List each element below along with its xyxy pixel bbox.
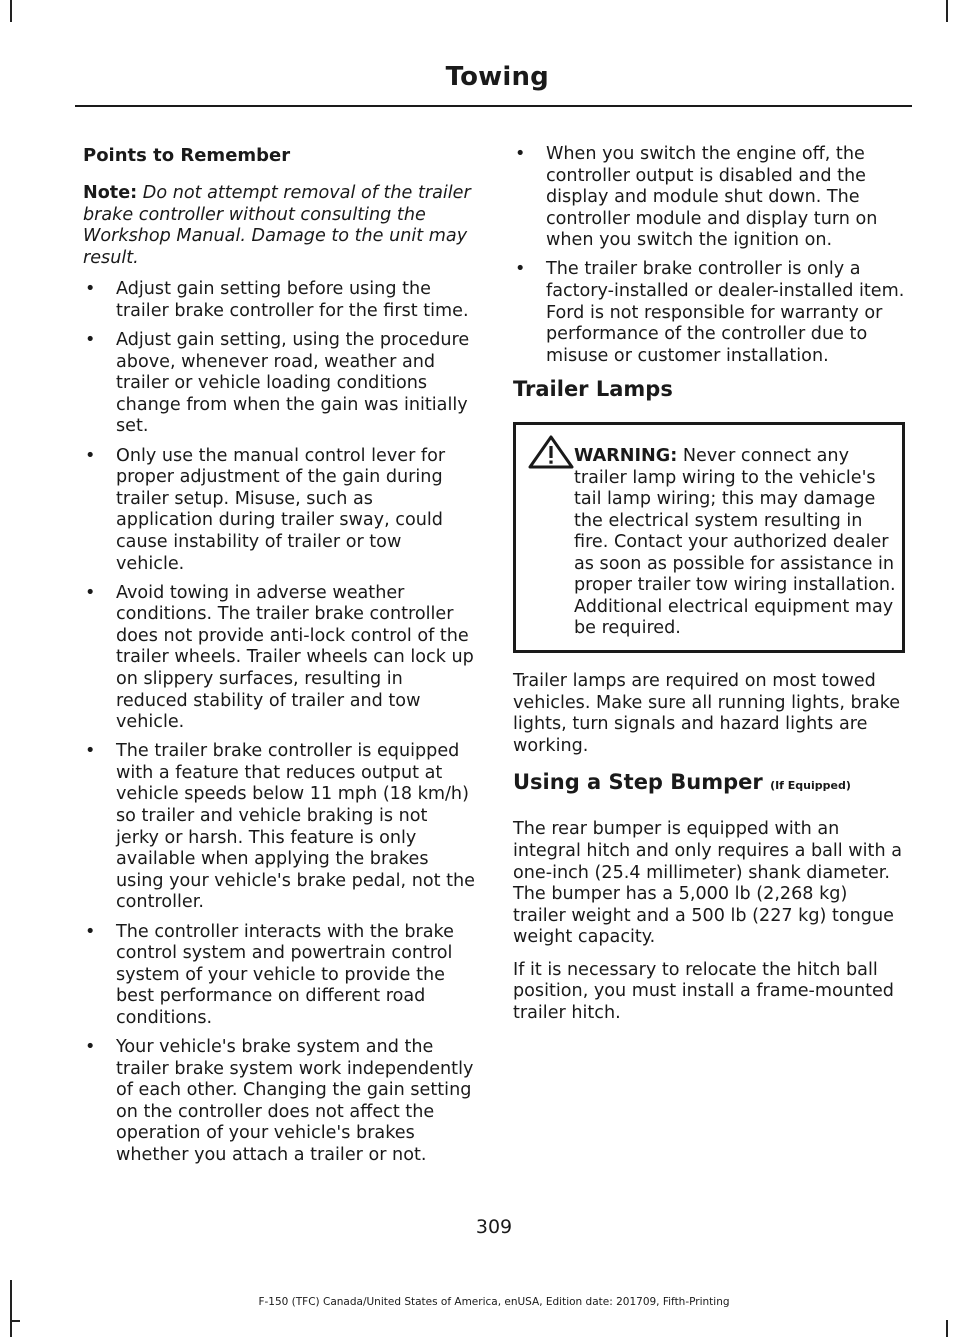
list-item: • The trailer brake controller is only a factory-installed or dealer-installed item. Ford is not responsible for warranty or performance of the controller due to misuse or customer installation.	[513, 259, 905, 367]
crop-mark-top-left	[10, 0, 12, 22]
if-equipped-label: (If Equipped)	[770, 779, 851, 793]
edition-footer: F-150 (TFC) Canada/United States of America, enUSA, Edition date: 201709, Fifth-Printing	[258, 1296, 730, 1308]
warning-box	[513, 422, 905, 653]
trailer-lamps-heading: Trailer Lamps	[513, 377, 673, 402]
list-item: • Avoid towing in adverse weather conditions. The trailer brake controller does not provide anti-lock control of the trailer wheels. Trailer wheels can lock up on slippery surfaces, resulting in reduced stability of trailer and tow vehicle.	[83, 583, 475, 734]
warning-triangle-icon	[526, 434, 576, 470]
points-list	[83, 279, 475, 1166]
page-title: Towing	[445, 62, 549, 92]
list-item: • Adjust gain setting before using the trailer brake controller for the first time.	[83, 279, 475, 322]
crop-mark-top-right	[946, 0, 948, 22]
warning-body: Never connect any trailer lamp wiring to the vehicle's tail lamp wiring; this may damage the electrical system resulting in fire. Contact your authorized dealer as soon as possible for assistance in proper trailer tow wiring installation. Additional electrical equipment may be required.	[574, 446, 896, 639]
note-paragraph	[83, 183, 475, 269]
step-bumper-heading	[513, 768, 905, 800]
points-to-remember-heading: Points to Remember	[83, 145, 291, 166]
list-item: • Adjust gain setting, using the procedure above, whenever road, weather and trailer or vehicle loading conditions change from when the gain was initially set.	[83, 330, 475, 438]
note-text: Do not attempt removal of the trailer brake controller without consulting the Workshop Manual. Damage to the unit may result.	[83, 183, 471, 268]
list-item: • Only use the manual control lever for proper adjustment of the gain during trailer setup. Misuse, such as application during trailer sway, could cause instability of trailer or tow vehicle.	[83, 446, 475, 576]
trailer-lamps-paragraph: Trailer lamps are required on most towed vehicles. Make sure all running lights, brake lights, turn signals and hazard lights are working.	[513, 670, 901, 756]
step-bumper-paragraph-2: If it is necessary to relocate the hitch ball position, you must install a frame-mounted trailer hitch.	[513, 959, 894, 1024]
list-item: • When you switch the engine off, the controller output is disabled and the display and module shut down. The controller module and display turn on when you switch the ignition on.	[513, 144, 905, 252]
step-bumper-paragraph-1: The rear bumper is equipped with an integral hitch and only requires a ball with a one-inch (25.4 millimeter) shank diameter. The bumper has a 5,000 lb (2,268 kg) trailer weight and a 500 lb (227 kg) tongue weight capacity.	[513, 819, 902, 948]
warning-label: WARNING:	[574, 446, 678, 467]
crop-mark-bottom-left-h	[10, 1320, 20, 1322]
note-label: Note:	[83, 183, 138, 203]
right-column	[513, 144, 905, 1036]
page-number: 309	[475, 1216, 513, 1238]
header-rule	[75, 105, 912, 107]
left-column	[83, 144, 475, 1174]
step-bumper-title: Using a Step Bumper	[513, 770, 763, 795]
crop-mark-bottom-left	[10, 1280, 12, 1337]
list-item: • The trailer brake controller is equipped with a feature that reduces output at vehicle speeds below 11 mph (18 km/h) so trailer and vehicle braking is not jerky or harsh. This feature is only available when applying the brakes using your vehicle's brake pedal, not the controller.	[83, 741, 475, 914]
warning-text	[524, 446, 896, 640]
crop-mark-bottom-right	[946, 1320, 948, 1337]
list-item: • The controller interacts with the brake control system and powertrain control system of your vehicle to provide the best performance on different road conditions.	[83, 922, 475, 1030]
controller-list	[513, 144, 905, 367]
list-item: • Your vehicle's brake system and the trailer brake system work independently of each other. Changing the gain setting on the controller does not affect the operation of your vehicle's brakes whether you attach a trailer or not.	[83, 1037, 475, 1167]
